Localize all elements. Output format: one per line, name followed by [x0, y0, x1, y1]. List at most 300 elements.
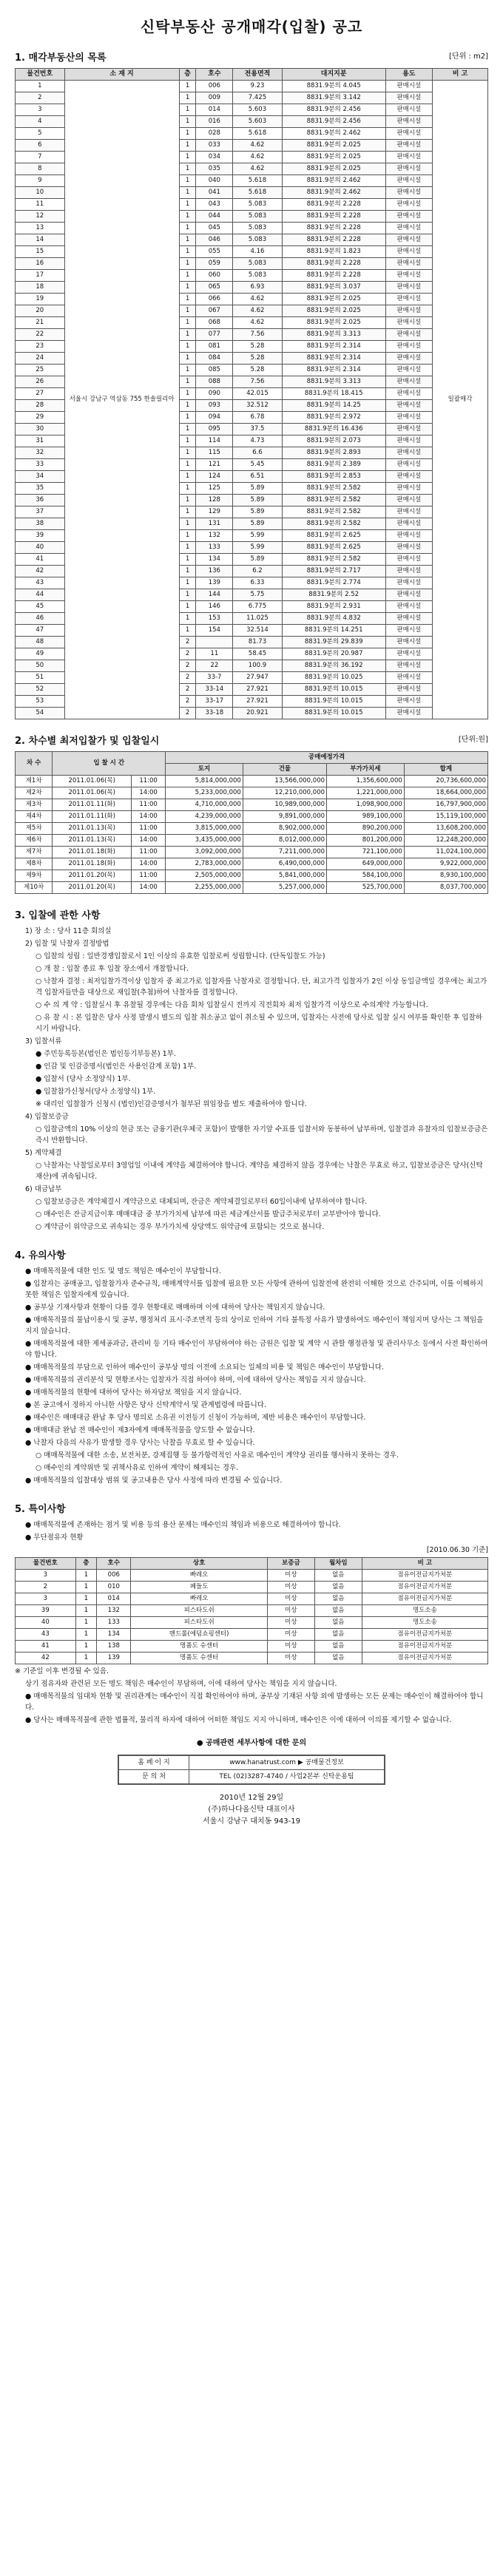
building-price: 13,566,000,000 — [243, 776, 326, 787]
unit-number: 043 — [196, 199, 233, 211]
item-number: 42 — [16, 566, 65, 577]
unit-number: 006 — [196, 81, 233, 92]
remark-cell: 일괄매각 — [433, 81, 488, 719]
usage: 판매시설 — [385, 92, 432, 104]
table-row — [16, 776, 488, 787]
unit-number: 084 — [196, 353, 233, 365]
exclusive-area: 7.56 — [233, 376, 283, 388]
paragraph: 3) 입찰서류 — [25, 1037, 62, 1045]
building-price: 5,257,000,000 — [243, 882, 326, 894]
building-price: 8,902,000,000 — [243, 823, 326, 835]
item-number: 33 — [16, 459, 65, 471]
floor: 1 — [179, 542, 196, 554]
item-number: 17 — [16, 270, 65, 282]
table-cell: 미상 — [267, 1605, 314, 1617]
unit-number: 132 — [196, 530, 233, 542]
table-cell: 점유이전금지가처분 — [362, 1653, 487, 1664]
exclusive-area: 27.921 — [233, 684, 283, 696]
unit-number: 093 — [196, 400, 233, 412]
exclusive-area: 4.62 — [233, 152, 283, 163]
table-cell: 미상 — [267, 1617, 314, 1629]
exclusive-area: 4.62 — [233, 305, 283, 317]
table-row — [16, 1593, 488, 1605]
round: 제4차 — [16, 811, 53, 823]
land-price: 4,710,000,000 — [166, 799, 243, 811]
land-share: 8831.9분의 2.228 — [282, 270, 385, 282]
paragraph: ○ 입찰금액의 10% 이상의 현금 또는 금융기관(우체국 포함)이 발행한 자기앞 수표를 입찰서와 동봉하여 납부하며, 입찰결과 유찰자의 입찰보증금은 즉시 반환합니다. — [36, 1125, 488, 1145]
land-share: 8831.9분의 2.025 — [282, 294, 385, 305]
contact-heading: ● 공매관련 세부사항에 대한 문의 — [196, 1739, 307, 1747]
usage: 판매시설 — [385, 199, 432, 211]
total-price: 13,608,200,000 — [404, 823, 487, 835]
floor: 1 — [179, 388, 196, 400]
table-cell: 1 — [75, 1641, 97, 1653]
vat: 989,100,000 — [327, 811, 405, 823]
land-share: 8831.9분의 2.228 — [282, 211, 385, 223]
land-share: 8831.9분의 2.582 — [282, 518, 385, 530]
usage: 판매시설 — [385, 708, 432, 719]
land-share: 8831.9분의 2.582 — [282, 506, 385, 518]
floor: 1 — [179, 471, 196, 483]
paragraph: 1) 장 소 : 당사 11층 회의실 — [25, 927, 112, 935]
table-cell: 010 — [97, 1582, 131, 1593]
exclusive-area: 5.89 — [233, 518, 283, 530]
total-price: 18,664,000,000 — [404, 787, 487, 799]
bid-date: 2011.01.11(화) — [53, 799, 132, 811]
floor: 1 — [179, 246, 196, 258]
floor: 1 — [179, 506, 196, 518]
item-number: 12 — [16, 211, 65, 223]
usage: 판매시설 — [385, 152, 432, 163]
usage: 판매시설 — [385, 542, 432, 554]
usage: 판매시설 — [385, 435, 432, 447]
company-address: 서울시 강남구 대치동 943-19 — [203, 1817, 300, 1826]
land-share: 8831.9분의 2.462 — [282, 128, 385, 140]
floor: 1 — [179, 258, 196, 270]
total-price: 9,922,000,000 — [404, 858, 487, 870]
item-number: 23 — [16, 341, 65, 353]
section-5-heading: 5. 특이사항 — [15, 1504, 66, 1515]
unit-number: 22 — [196, 660, 233, 672]
table-cell: 1 — [75, 1617, 97, 1629]
table-cell: 피스타도쉬 — [131, 1617, 268, 1629]
paragraph: ● 입찰참가신청서(당사 소정양식) 1부. — [36, 1088, 156, 1096]
unit-number: 33-18 — [196, 708, 233, 719]
exclusive-area: 9.23 — [233, 81, 283, 92]
unit-number: 094 — [196, 412, 233, 424]
usage: 판매시설 — [385, 258, 432, 270]
item-number: 37 — [16, 506, 65, 518]
unit-number: 133 — [196, 542, 233, 554]
land-share: 8831.9분의 2.625 — [282, 542, 385, 554]
land-share: 8831.9분의 2.025 — [282, 317, 385, 329]
paragraph: ○ 매매목적물에 대한 소송, 보전처분, 강제집행 등 불가항력적인 사유로 매수인이 계약상 권리를 행사하지 못하는 경우. — [36, 1451, 399, 1460]
unit-number: 115 — [196, 447, 233, 459]
land-share: 8831.9분의 3.313 — [282, 376, 385, 388]
land-share: 8831.9분의 10.015 — [282, 684, 385, 696]
usage: 판매시설 — [385, 211, 432, 223]
exclusive-area: 7.425 — [233, 92, 283, 104]
table-cell: 미상 — [267, 1629, 314, 1641]
homepage-link[interactable]: www.hanatrust.com ▶ 공매물건정보 — [189, 1756, 385, 1770]
table-cell: 42 — [16, 1653, 76, 1664]
floor: 1 — [179, 376, 196, 388]
floor: 1 — [179, 140, 196, 152]
paragraph: ○ 매수인은 잔금지급이후 매매대금 중 부가가치세 납부에 따른 세금계산서를 발급주처로부터 교부받아야 합니다. — [36, 1210, 381, 1218]
usage: 판매시설 — [385, 566, 432, 577]
floor: 1 — [179, 116, 196, 128]
col-datetime: 입 찰 시 간 — [53, 752, 166, 776]
exclusive-area: 32.514 — [233, 625, 283, 637]
land-share: 8831.9분의 18.415 — [282, 388, 385, 400]
unit-number: 068 — [196, 317, 233, 329]
floor: 2 — [179, 648, 196, 660]
unit-number: 095 — [196, 424, 233, 435]
unit-number: 153 — [196, 613, 233, 625]
exclusive-area: 6.78 — [233, 412, 283, 424]
vat: 1,098,900,000 — [327, 799, 405, 811]
unit-number: 045 — [196, 223, 233, 234]
bid-time: 11:00 — [132, 870, 166, 882]
table-cell: 1 — [75, 1605, 97, 1617]
floor: 2 — [179, 696, 196, 708]
land-share: 8831.9분의 10.025 — [282, 672, 385, 684]
item-number: 26 — [16, 376, 65, 388]
round: 제5차 — [16, 823, 53, 835]
unit-number: 154 — [196, 625, 233, 637]
item-number: 28 — [16, 400, 65, 412]
land-share: 8831.9분의 2.073 — [282, 435, 385, 447]
exclusive-area: 5.99 — [233, 530, 283, 542]
usage: 판매시설 — [385, 424, 432, 435]
floor: 1 — [179, 317, 196, 329]
exclusive-area: 4.62 — [233, 317, 283, 329]
total-price: 15,119,100,000 — [404, 811, 487, 823]
exclusive-area: 4.62 — [233, 140, 283, 152]
unit-number: 044 — [196, 211, 233, 223]
item-number: 10 — [16, 187, 65, 199]
item-number: 14 — [16, 234, 65, 246]
item-number: 8 — [16, 163, 65, 175]
land-price: 2,783,000,000 — [166, 858, 243, 870]
occupant-table-note: ※ 기준일 이후 변경될 수 있음. — [15, 1667, 109, 1675]
table-cell: 미상 — [267, 1641, 314, 1653]
item-number: 4 — [16, 116, 65, 128]
item-number: 7 — [16, 152, 65, 163]
usage: 판매시설 — [385, 589, 432, 601]
table-cell: 139 — [97, 1653, 131, 1664]
page-title: 신탁부동산 공개매각(입찰) 공고 — [140, 18, 363, 35]
notice-page — [15, 0, 488, 1828]
exclusive-area: 81.73 — [233, 637, 283, 648]
table-row — [16, 1570, 488, 1582]
property-list-table — [15, 68, 488, 719]
item-number: 51 — [16, 672, 65, 684]
table-header-cell: 대지지분 — [282, 69, 385, 81]
usage: 판매시설 — [385, 317, 432, 329]
floor: 1 — [179, 435, 196, 447]
exclusive-area: 58.45 — [233, 648, 283, 660]
col-round: 차 수 — [16, 752, 53, 776]
building-price: 10,989,000,000 — [243, 799, 326, 811]
vat: 801,200,000 — [327, 835, 405, 847]
item-number: 41 — [16, 554, 65, 566]
unit-number: 014 — [196, 104, 233, 116]
floor: 1 — [179, 199, 196, 211]
usage: 판매시설 — [385, 400, 432, 412]
occupant-table — [15, 1557, 488, 1664]
floor: 1 — [179, 211, 196, 223]
floor: 1 — [179, 530, 196, 542]
table-header-cell: 물건번호 — [16, 1558, 76, 1570]
usage: 판매시설 — [385, 483, 432, 495]
paragraph: ※ 대리인 입찰참가 신청시 (법인)인감증명서가 첨부된 위임장을 별도 제출하여야 합니다. — [36, 1100, 307, 1108]
land-share: 8831.9분의 20.987 — [282, 648, 385, 660]
item-number: 43 — [16, 577, 65, 589]
table-row — [16, 1629, 488, 1641]
floor: 1 — [179, 81, 196, 92]
item-number: 39 — [16, 530, 65, 542]
usage: 판매시설 — [385, 282, 432, 294]
usage: 판매시설 — [385, 696, 432, 708]
floor: 1 — [179, 294, 196, 305]
item-number: 24 — [16, 353, 65, 365]
unit-number: 033 — [196, 140, 233, 152]
table-cell: 점유이전금지가처분 — [362, 1593, 487, 1605]
bid-date: 2011.01.13(목) — [53, 835, 132, 847]
table-cell: 없음 — [314, 1570, 362, 1582]
usage: 판매시설 — [385, 341, 432, 353]
table-cell: 1 — [75, 1570, 97, 1582]
table-header-cell: 층 — [75, 1558, 97, 1570]
usage: 판매시설 — [385, 506, 432, 518]
paragraph: ● 낙찰자 다음의 사유가 발생할 경우 당사는 낙찰을 무효로 할 수 있습니다. — [25, 1439, 255, 1447]
land-share: 8831.9분의 29.839 — [282, 637, 385, 648]
unit-number: 146 — [196, 601, 233, 613]
item-number: 50 — [16, 660, 65, 672]
vat: 1,221,000,000 — [327, 787, 405, 799]
floor: 1 — [179, 305, 196, 317]
floor: 2 — [179, 660, 196, 672]
exclusive-area: 27.947 — [233, 672, 283, 684]
land-share: 8831.9분의 2.52 — [282, 589, 385, 601]
land-share: 8831.9분의 2.389 — [282, 459, 385, 471]
land-share: 8831.9분의 1.823 — [282, 246, 385, 258]
building-price: 7,211,000,000 — [243, 847, 326, 858]
exclusive-area: 6.2 — [233, 566, 283, 577]
land-share: 8831.9분의 4.045 — [282, 81, 385, 92]
item-number: 36 — [16, 495, 65, 506]
usage: 판매시설 — [385, 530, 432, 542]
exclusive-area: 5.603 — [233, 104, 283, 116]
usage: 판매시설 — [385, 163, 432, 175]
table-header-cell: 월차임 — [314, 1558, 362, 1570]
floor: 1 — [179, 400, 196, 412]
round: 제7차 — [16, 847, 53, 858]
total-price: 12,248,200,000 — [404, 835, 487, 847]
section-4-body — [15, 1266, 488, 1486]
item-number: 35 — [16, 483, 65, 495]
land-share: 8831.9분의 3.142 — [282, 92, 385, 104]
bid-schedule-table — [15, 751, 488, 894]
paragraph: ● 당사는 매매목적물에 관한 법률적, 물리적 하자에 대하여 어떠한 책임도 지지 아니하며, 매수인은 이에 대하여 이의를 제기할 수 없습니다. — [25, 1716, 452, 1724]
usage: 판매시설 — [385, 305, 432, 317]
unit-number: 136 — [196, 566, 233, 577]
building-price: 5,841,000,000 — [243, 870, 326, 882]
table-row — [16, 870, 488, 882]
unit-number: 33-17 — [196, 696, 233, 708]
usage: 판매시설 — [385, 175, 432, 187]
building-price: 8,012,000,000 — [243, 835, 326, 847]
usage: 판매시설 — [385, 577, 432, 589]
round: 제2차 — [16, 787, 53, 799]
item-number: 5 — [16, 128, 65, 140]
item-number: 31 — [16, 435, 65, 447]
land-share: 8831.9분의 2.025 — [282, 140, 385, 152]
table-cell: 점유이전금지가처분 — [362, 1641, 487, 1653]
table-row — [16, 823, 488, 835]
table-header-cell: 상호 — [131, 1558, 268, 1570]
item-number: 18 — [16, 282, 65, 294]
table-cell: 미상 — [267, 1582, 314, 1593]
exclusive-area: 100.9 — [233, 660, 283, 672]
paragraph: ● 인감 및 인감증명서(법인은 사용인감계 포함) 1부. — [36, 1062, 197, 1071]
table-cell: 없음 — [314, 1593, 362, 1605]
usage: 판매시설 — [385, 613, 432, 625]
col-price: 공매예정가격 — [166, 752, 488, 764]
table-header-cell: 소 재 지 — [64, 69, 179, 81]
floor: 1 — [179, 353, 196, 365]
paragraph: ○ 낙찰자는 낙찰일로부터 3영업일 이내에 계약을 체결하여야 합니다. 계약을 체결하지 않을 경우에는 낙찰은 무효로 하고, 입찰보증금은 당사(신탁재산)에 귀속됩니다. — [36, 1162, 483, 1181]
item-number: 53 — [16, 696, 65, 708]
paragraph: ● 무단점유자 현황 — [25, 1533, 84, 1542]
floor: 2 — [179, 708, 196, 719]
round: 제8차 — [16, 858, 53, 870]
land-price: 3,815,000,000 — [166, 823, 243, 835]
item-number: 45 — [16, 601, 65, 613]
land-share: 8831.9분의 3.037 — [282, 282, 385, 294]
total-price: 20,736,600,000 — [404, 776, 487, 787]
land-share: 8831.9분의 4.832 — [282, 613, 385, 625]
paragraph: ● 매매목적물의 권리분석 및 현황조사는 입찰자가 직접 하여야 하며, 이에 대하여 당사는 책임을 지지 않습니다. — [25, 1376, 366, 1384]
land-share: 8831.9분의 14.251 — [282, 625, 385, 637]
unit-number: 065 — [196, 282, 233, 294]
table-cell: 40 — [16, 1617, 76, 1629]
table-row — [16, 847, 488, 858]
unit-number: 129 — [196, 506, 233, 518]
unit-number: 009 — [196, 92, 233, 104]
usage: 판매시설 — [385, 104, 432, 116]
table-header-cell: 비 고 — [362, 1558, 487, 1570]
paragraph: ○ 개 찰 : 입찰 종료 후 입찰 장소에서 개찰합니다. — [36, 965, 189, 973]
floor: 1 — [179, 412, 196, 424]
exclusive-area: 5.28 — [233, 341, 283, 353]
floor: 1 — [179, 152, 196, 163]
table-cell: 43 — [16, 1629, 76, 1641]
unit-number: 144 — [196, 589, 233, 601]
table-row — [16, 799, 488, 811]
exclusive-area: 5.618 — [233, 187, 283, 199]
land-share: 8831.9분의 2.456 — [282, 104, 385, 116]
usage: 판매시설 — [385, 294, 432, 305]
bid-date: 2011.01.06(목) — [53, 776, 132, 787]
land-share: 8831.9분의 2.853 — [282, 471, 385, 483]
land-share: 8831.9분의 16.436 — [282, 424, 385, 435]
col-total: 합계 — [404, 764, 487, 776]
unit-number: 041 — [196, 187, 233, 199]
land-share: 8831.9분의 3.313 — [282, 329, 385, 341]
exclusive-area: 11.025 — [233, 613, 283, 625]
unit-number: 035 — [196, 163, 233, 175]
usage: 판매시설 — [385, 329, 432, 341]
unit-number: 066 — [196, 294, 233, 305]
bid-time: 14:00 — [132, 787, 166, 799]
table-header-cell: 호수 — [97, 1558, 131, 1570]
unit-number: 128 — [196, 495, 233, 506]
paragraph: ● 매매목적물의 현황에 대하여 당사는 하자담보 책임을 지지 않습니다. — [25, 1389, 242, 1397]
total-price: 8,037,700,000 — [404, 882, 487, 894]
table-cell: 014 — [97, 1593, 131, 1605]
bid-date: 2011.01.18(화) — [53, 847, 132, 858]
floor: 1 — [179, 554, 196, 566]
table-row — [16, 1653, 488, 1664]
land-share: 8831.9분의 10.015 — [282, 708, 385, 719]
occupant-basis-date: [2010.06.30 기준] — [426, 1546, 488, 1554]
land-share: 8831.9분의 2.582 — [282, 483, 385, 495]
floor: 1 — [179, 282, 196, 294]
table-cell: 없음 — [314, 1605, 362, 1617]
land-share: 8831.9분의 2.582 — [282, 554, 385, 566]
table-cell: 미상 — [267, 1653, 314, 1664]
unit-number: 139 — [196, 577, 233, 589]
section-2-unit: [단위:원] — [458, 736, 488, 744]
exclusive-area: 4.73 — [233, 435, 283, 447]
usage: 판매시설 — [385, 81, 432, 92]
exclusive-area: 6.775 — [233, 601, 283, 613]
footer — [15, 1792, 488, 1828]
paragraph: ● 매매목적물에 대한 인도 및 명도 책임은 매수인이 부담합니다. — [25, 1267, 221, 1275]
paragraph: ● 본 공고에서 정하지 아니한 사항은 당사 신탁계약서 및 관계법령에 따릅니다. — [25, 1401, 266, 1409]
item-number: 2 — [16, 92, 65, 104]
table-cell: 없음 — [314, 1617, 362, 1629]
table-cell: 41 — [16, 1641, 76, 1653]
item-number: 13 — [16, 223, 65, 234]
item-number: 46 — [16, 613, 65, 625]
paragraph: ○ 계약금이 위약금으로 귀속되는 경우 부가가치세 상당액도 위약금에 포함되는 것으로 봅니다. — [36, 1223, 325, 1231]
vat: 525,700,000 — [327, 882, 405, 894]
usage: 판매시설 — [385, 447, 432, 459]
table-cell: 1 — [75, 1653, 97, 1664]
land-share: 8831.9분의 2.228 — [282, 258, 385, 270]
exclusive-area: 7.56 — [233, 329, 283, 341]
floor: 2 — [179, 684, 196, 696]
col-land: 토지 — [166, 764, 243, 776]
section-2-heading — [15, 733, 488, 747]
building-price: 9,891,000,000 — [243, 811, 326, 823]
exclusive-area: 5.99 — [233, 542, 283, 554]
exclusive-area: 6.51 — [233, 471, 283, 483]
exclusive-area: 5.28 — [233, 353, 283, 365]
exclusive-area: 5.75 — [233, 589, 283, 601]
unit-number: 33-14 — [196, 684, 233, 696]
usage: 판매시설 — [385, 495, 432, 506]
table-header-cell: 보증금 — [267, 1558, 314, 1570]
usage: 판매시설 — [385, 388, 432, 400]
floor: 1 — [179, 483, 196, 495]
paragraph: ● 주민등록등본(법인은 법인등기부등본) 1부. — [36, 1050, 176, 1058]
land-share: 8831.9분의 2.717 — [282, 566, 385, 577]
section-4-heading: 4. 유의사항 — [15, 1250, 66, 1261]
